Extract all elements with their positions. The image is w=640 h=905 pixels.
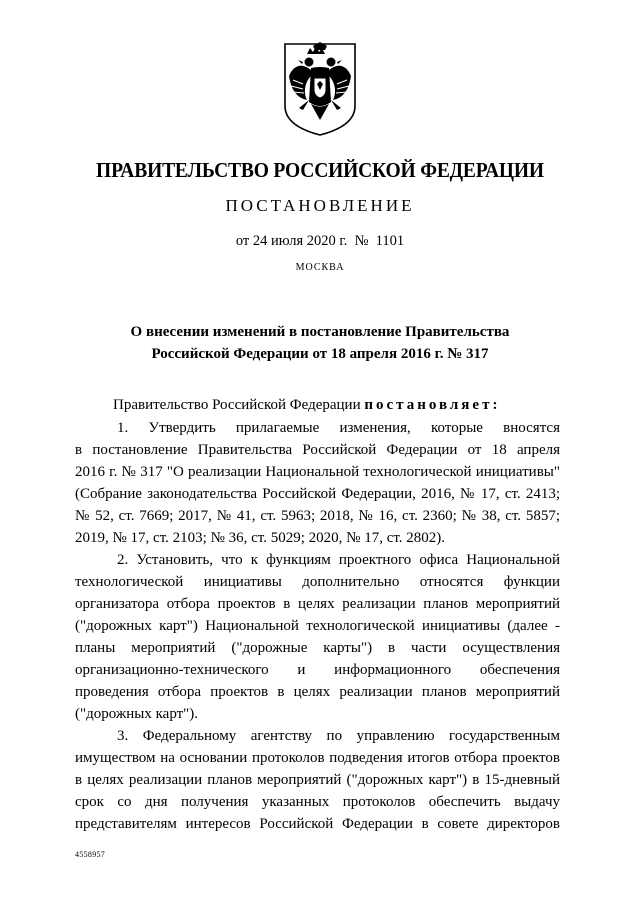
government-title: ПРАВИТЕЛЬСТВО РОССИЙСКОЙ ФЕДЕРАЦИИ [96, 158, 544, 182]
body-line: № 52, ст. 7669; 2017, № 41, ст. 5963; 2018, № 16, ст. 2360; № 38, ст. 5857; [75, 508, 560, 524]
document-city: МОСКВА [295, 262, 345, 273]
document-subject [0, 321, 640, 365]
body-line: организационно-технического и информационного обеспечения [75, 662, 560, 678]
body-line: представителям интересов Российской Федерации в совете директоров [75, 816, 560, 832]
body-line: 2. Установить, что к функциям проектного офиса Национальной [117, 552, 560, 568]
body-line: ("дорожных карт"). [75, 706, 199, 722]
body-line: 2016 г. № 317 "О реализации Национальной технологической инициативы" [75, 464, 560, 480]
document-type: ПОСТАНОВЛЕНИЕ [225, 196, 415, 215]
body-line: (Собрание законодательства Российской Федерации, 2016, № 17, ст. 2413; [75, 486, 560, 502]
body-line: технологической инициативы дополнительно относятся функции [75, 574, 560, 590]
body-line: срок со дня получения указанных протоколов обеспечить выдачу [75, 794, 560, 810]
preamble-text: Правительство Российской Федерации [113, 397, 365, 413]
body-line: 3. Федеральному агентству по управлению государственным [117, 728, 560, 744]
body-line: планы мероприятий ("дорожные карты") в части осуществления [75, 640, 560, 656]
coat-of-arms-icon [281, 40, 359, 138]
preamble-resolves: постановляет: [364, 397, 501, 413]
preamble [113, 397, 500, 414]
body-line: ("дорожных карт") Национальной технологической инициативы (далее - [75, 618, 560, 634]
body-line: организатора отбора проектов в целях реализации планов мероприятий [75, 596, 560, 612]
body-line: в постановление Правительства Российской Федерации от 18 апреля [75, 442, 560, 458]
document-date-number: от 24 июля 2020 г. № 1101 [235, 233, 405, 249]
subject-line-2: Российской Федерации от 18 апреля 2016 г. № 317 [151, 346, 489, 362]
body-line: 2019, № 17, ст. 2103; № 36, ст. 5029; 2020, № 17, ст. 2802). [75, 530, 446, 546]
body-line: в целях реализации планов мероприятий ("дорожных карт") в 15-дневный [75, 772, 560, 788]
body-line: имуществом на основании протоколов подведения итогов отбора проектов [75, 750, 560, 766]
body-line: 1. Утвердить прилагаемые изменения, которые вносятся [117, 420, 560, 436]
body-line: проведения отбора проектов в целях реализации планов мероприятий [75, 684, 560, 700]
subject-line-1: О внесении изменений в постановление Правительства [130, 324, 510, 340]
document-id-number: 4558957 [75, 850, 106, 859]
